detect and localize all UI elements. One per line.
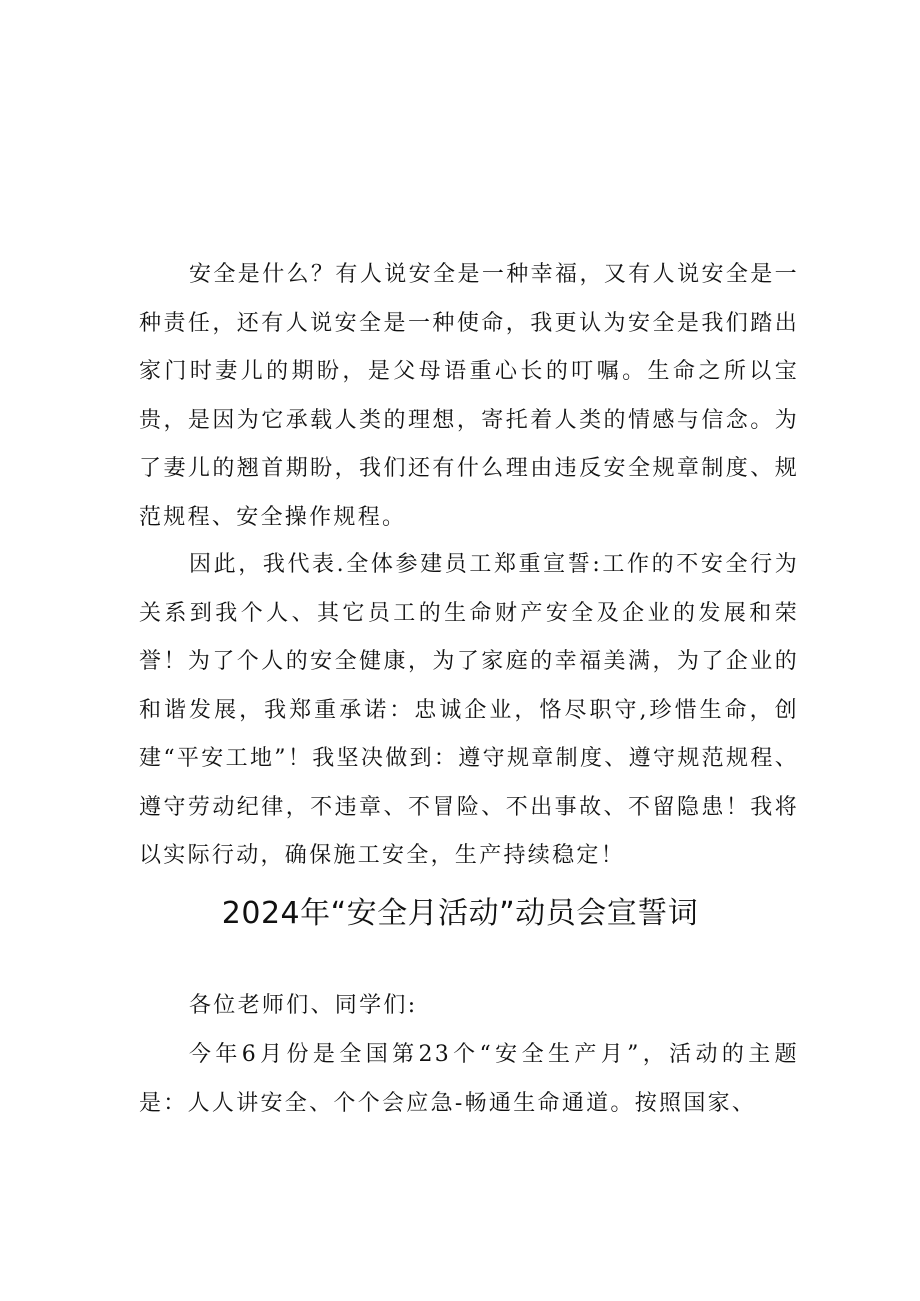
body-paragraph-2: 因此，我代表.全体参建员工郑重宣誓:工作的不安全行为关系到我个人、其它员工的生命财产安全及企业的发展和荣誉！为了个人的安全健康，为了家庭的幸福美满，为了企业的和谐发展，我郑重承诺：忠诚企业，恪尽职守,珍惜生命，创建“平安工地”！我坚决做到：遵守规章制度、遵守规范规程、遵守劳动纪律，不违章、不冒险、不出事故、不留隐患！我将以实际行动，确保施工安全，生产持续稳定！ (139, 552, 799, 868)
salutation: 各位老师们、同学们: (189, 993, 418, 1018)
body-paragraph-3: 今年6月份是全国第23个“安全生产月”，活动的主题是：人人讲安全、个个会应急-畅通生命通道。按照国家、 (139, 1042, 799, 1116)
body-paragraph-1: 安全是什么？有人说安全是一种幸福，又有人说安全是一种责任，还有人说安全是一种使命，我更认为安全是我们踏出家门时妻儿的期盼，是父母语重心长的叮嘱。生命之所以宝贵，是因为它承载人类的理想，寄托着人类的情感与信念。为了妻儿的翘首期盼，我们还有什么理由违反安全规章制度、规范规程、安全操作规程。 (139, 262, 799, 530)
document-title: 2024年“安全月活动”动员会宣誓词 (221, 896, 699, 931)
